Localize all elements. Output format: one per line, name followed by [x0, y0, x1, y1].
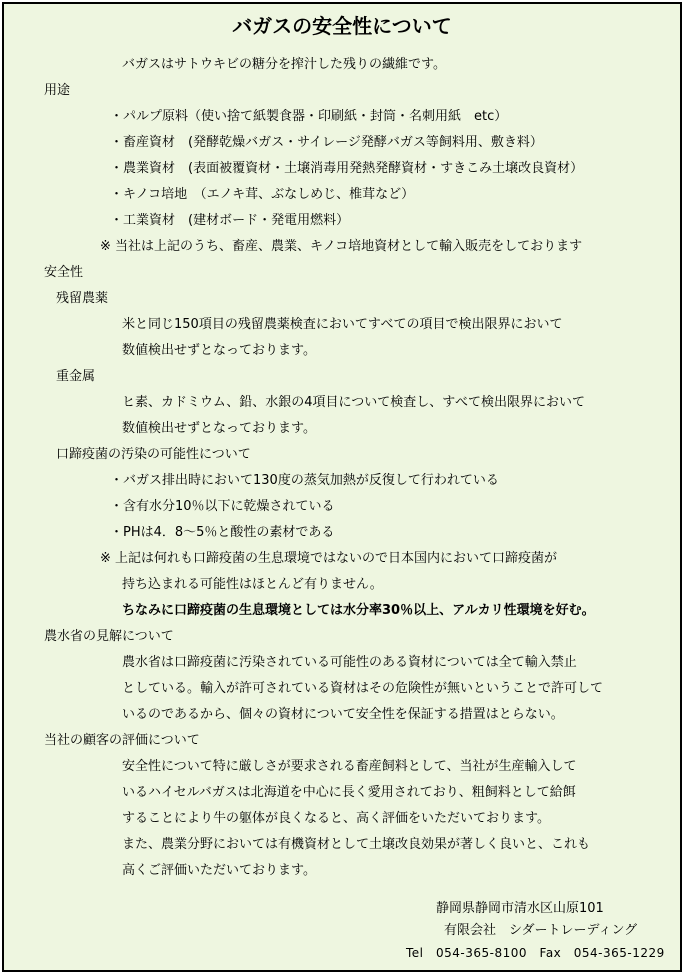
document-frame [2, 2, 682, 972]
ministry-text: としている。輸入が許可されている資材はその危険性が無いということで許可して [122, 681, 604, 696]
customers-text: また、農業分野においては有機資材として土壌改良効果が著しく良いと、これも [122, 837, 591, 852]
customers-text: 高くご評価いただいております。 [122, 863, 316, 878]
intro-text: バガスはサトウキビの糖分を搾汁した残りの繊維です。 [122, 57, 446, 72]
uses-item: ・パルプ原料（使い捨て紙製食器・印刷紙・封筒・名刺用紙 etc） [110, 109, 508, 124]
footer-tel: Tel 054-365-8100 Fax 054-365-1229 [406, 946, 665, 960]
page-title: バガスの安全性について [232, 14, 452, 38]
fmd-bold-note: ちなみに口蹄疫菌の生息環境としては水分率30％以上、アルカリ性環境を好む。 [122, 603, 595, 618]
uses-item: ・農業資材 (表面被覆資材・土壌消毒用発熱発酵資材・すきこみ土壌改良資材） [110, 161, 584, 176]
customers-text: 安全性について特に厳しさが要求される畜産飼料として、当社が生産輸入して [122, 759, 577, 774]
fmd-item: ・バガス排出時において130度の蒸気加熱が反復して行われている [110, 473, 499, 488]
uses-heading: 用途 [44, 83, 71, 98]
residue-heading: 残留農薬 [56, 291, 109, 306]
footer-address: 静岡県静岡市清水区山原101 [436, 901, 604, 916]
fmd-item: ・PHは4．8～5％と酸性の素材である [110, 525, 335, 540]
customers-text: することにより牛の躯体が良くなると、高く評価をいただいております。 [122, 811, 550, 826]
fmd-item: ・含有水分10％以下に乾燥されている [110, 499, 335, 514]
uses-note: ※ 当社は上記のうち、畜産、農業、キノコ培地資材として輸入販売をしております [100, 239, 583, 254]
fmd-note: 持ち込まれる可能性はほとんど有りません。 [122, 577, 383, 592]
fmd-heading: 口蹄疫菌の汚染の可能性について [56, 447, 251, 462]
residue-text: 数値検出せずとなっております。 [122, 343, 316, 358]
uses-item: ・畜産資材 (発酵乾燥バガス・サイレージ発酵バガス等飼料用、敷き料） [110, 135, 543, 150]
ministry-text: 農水省は口蹄疫菌に汚染されている可能性のある資材については全て輸入禁止 [122, 655, 577, 670]
metals-text: ヒ素、カドミウム、鉛、水銀の4項目について検査し、すべて検出限界において [122, 395, 586, 410]
ministry-text: いるのであるから、個々の資材について安全性を保証する措置はとらない。 [122, 707, 564, 722]
uses-item: ・キノコ培地 （エノキ茸、ぶなしめじ、椎茸など） [110, 187, 415, 202]
residue-text: 米と同じ150項目の残留農薬検査においてすべての項目で検出限界において [122, 317, 563, 332]
customers-heading: 当社の顧客の評価について [44, 733, 200, 748]
ministry-heading: 農水省の見解について [44, 629, 174, 644]
footer-company: 有限会社 シダートレーディング [444, 923, 638, 938]
metals-text: 数値検出せずとなっております。 [122, 421, 316, 436]
fmd-note: ※ 上記は何れも口蹄疫菌の生息環境ではないので日本国内において口蹄疫菌が [100, 551, 558, 566]
metals-heading: 重金属 [56, 369, 96, 384]
safety-heading: 安全性 [44, 265, 84, 280]
customers-text: いるハイセルバガスは北海道を中心に長く愛用されており、粗飼料として給餌 [122, 785, 576, 800]
uses-item: ・工業資材 (建材ボード・発電用燃料） [110, 213, 350, 228]
